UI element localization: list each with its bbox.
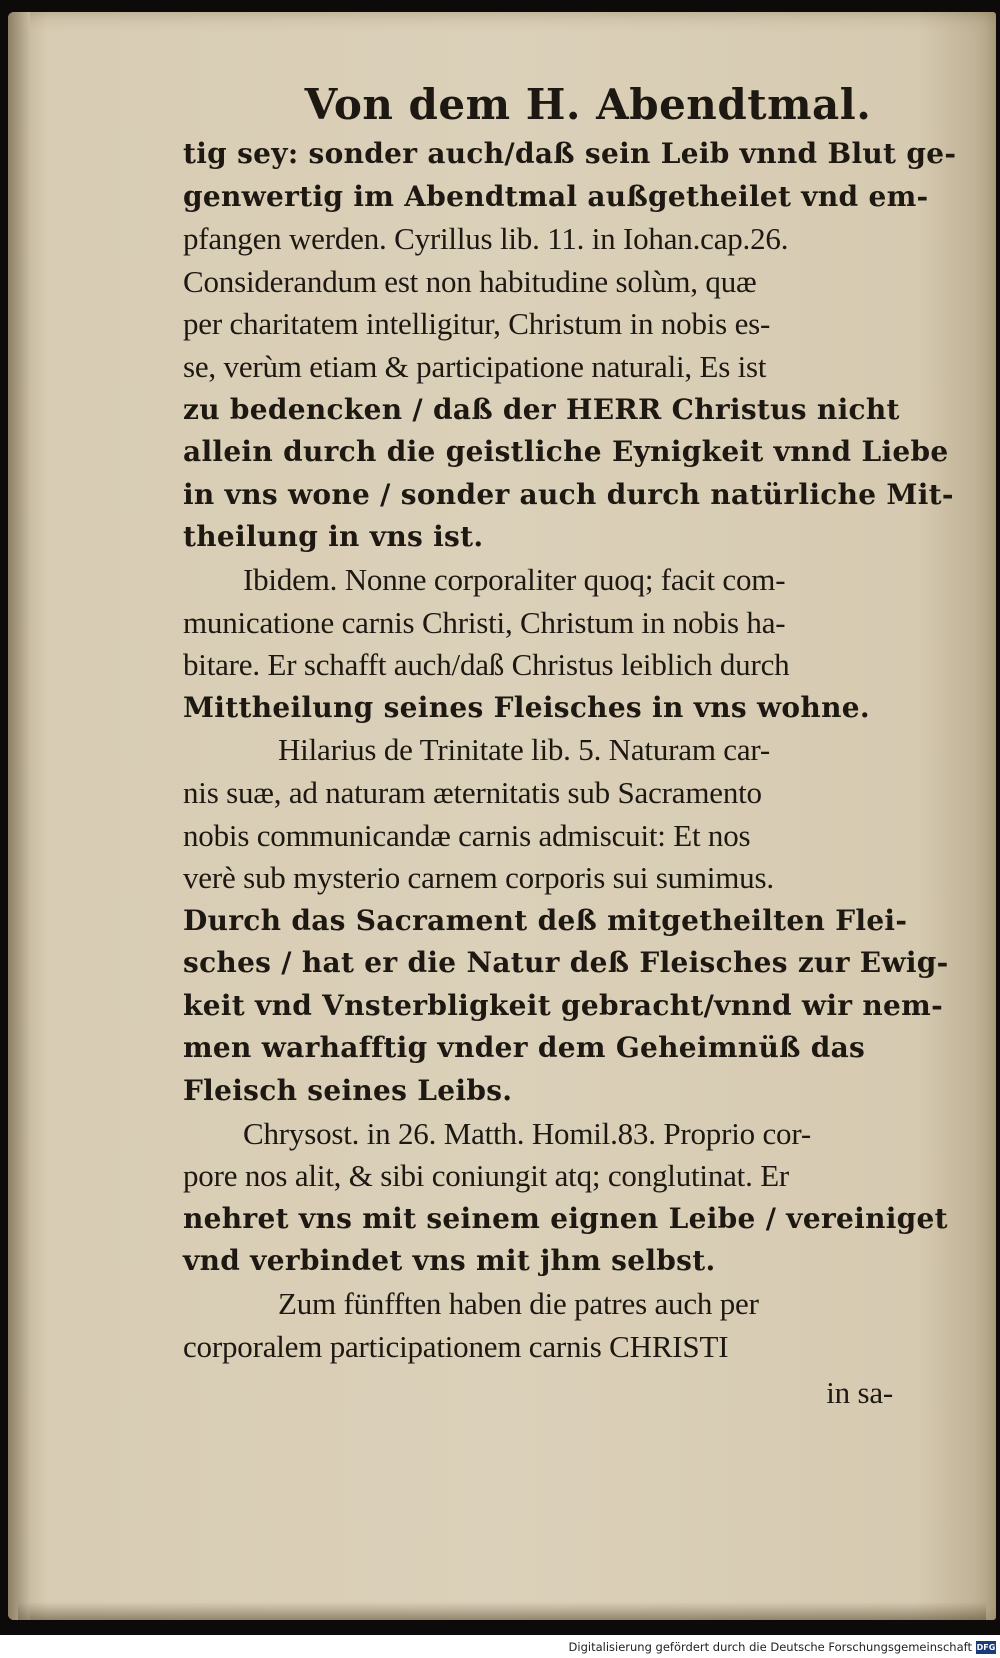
text-line: men warhafftig vnder dem Geheimnüß das xyxy=(183,1031,866,1065)
funding-credit: Digitalisierung gefördert durch die Deutsche Forschungsgemeinschaft xyxy=(568,1640,972,1654)
running-head: Von dem H. Abendtmal. xyxy=(304,80,872,129)
text-line: allein durch die geistliche Eynigkeit vnnd Liebe xyxy=(183,435,949,469)
page-bottom-shadow xyxy=(18,1602,986,1620)
text-line: Fleisch seines Leibs. xyxy=(183,1074,513,1108)
digitization-footer xyxy=(0,1638,1000,1658)
text-line: Ibidem. Nonne corporaliter quoq; facit com- xyxy=(243,561,786,597)
text-line: keit vnd Vnsterbligkeit gebracht/vnnd wir nem- xyxy=(183,988,943,1022)
text-line: municatione carnis Christi, Christum in nobis ha- xyxy=(183,604,786,640)
dfg-logo: DFG xyxy=(976,1643,996,1652)
text-line: per charitatem intelligitur, Christum in nobis es- xyxy=(183,306,771,342)
text-line: sches / hat er die Natur deß Fleisches zur Ewig- xyxy=(183,946,949,980)
text-line: vnd verbindet vns mit jhm selbst. xyxy=(183,1244,716,1278)
text-line: corporalem participationem carnis CHRISTI xyxy=(183,1328,729,1364)
text-line: Considerandum est non habitudine solùm, quæ xyxy=(183,263,757,299)
text-line: pore nos alit, & sibi coniungit atq; conglutinat. Er xyxy=(183,1158,790,1194)
text-line: Hilarius de Trinitate lib. 5. Naturam car- xyxy=(278,732,771,768)
text-line: Durch das Sacrament deß mitgetheilten Flei- xyxy=(183,903,908,937)
text-lines xyxy=(183,133,963,1368)
text-line: bitare. Er schafft auch/daß Christus leiblich durch xyxy=(183,647,790,683)
text-line: Zum fünfften haben die patres auch per xyxy=(278,1286,759,1322)
text-line: tig sey: sonder auch/daß sein Leib vnnd Blut ge- xyxy=(183,137,957,170)
text-line: zu bedencken / daß der HERR Christus nicht xyxy=(183,392,900,426)
text-line: Chrysost. in 26. Matth. Homil.83. Proprio cor- xyxy=(243,1115,811,1151)
text-line: nehret vns mit seinem eignen Leibe / vereiniget xyxy=(183,1201,948,1235)
page-text-block xyxy=(183,80,963,1415)
page-gutter xyxy=(8,12,30,1620)
text-line: verè sub mysterio carnem corporis sui sumimus. xyxy=(183,860,774,896)
text-line: Mittheilung seines Fleisches in vns wohne. xyxy=(183,690,870,724)
text-line: pfangen werden. Cyrillus lib. 11. in Iohan.cap.26. xyxy=(183,221,789,257)
text-line: genwertig im Abendtmal außgetheilet vnd em- xyxy=(183,179,929,213)
text-line: theilung in vns ist. xyxy=(183,520,484,554)
text-line: se, verùm etiam & participatione naturali, Es ist xyxy=(183,348,767,384)
text-line: nis suæ, ad naturam æternitatis sub Sacramento xyxy=(183,774,762,810)
catchword: in sa- xyxy=(826,1375,893,1411)
text-line: nobis communicandæ carnis admiscuit: Et nos xyxy=(183,817,751,853)
text-line: in vns wone / sonder auch durch natürliche Mit- xyxy=(183,477,954,511)
